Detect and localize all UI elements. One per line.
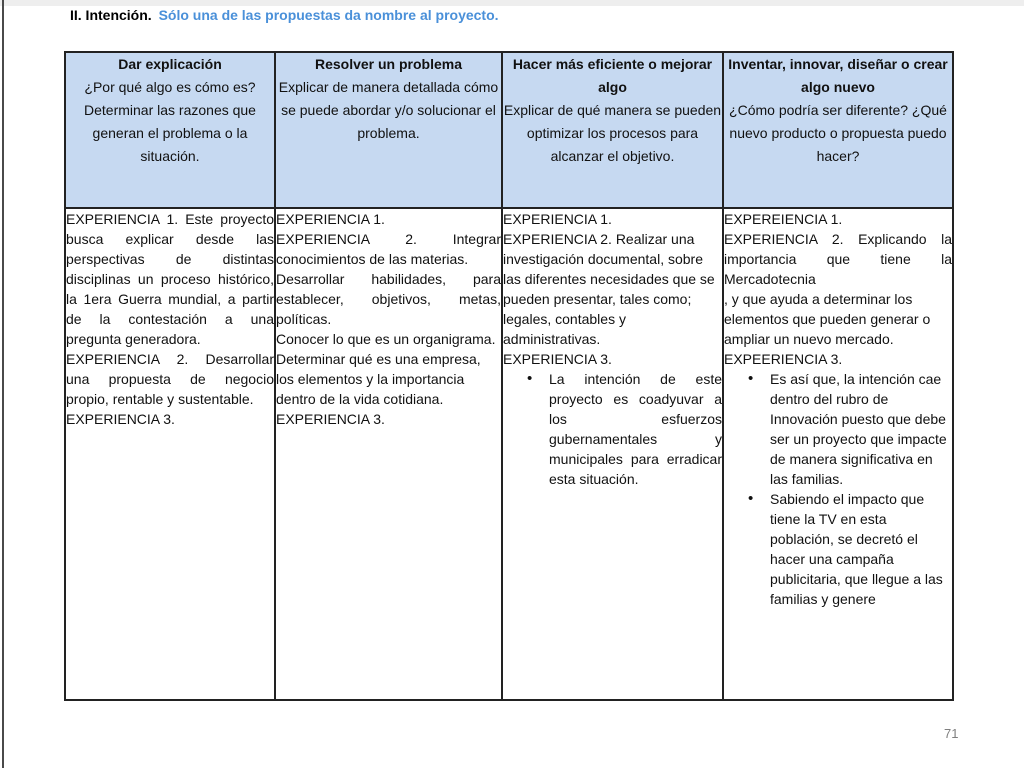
experience-text: EXPERIENCIA 3. bbox=[503, 351, 612, 367]
experience-text: , y que ayuda a determinar los elementos que pueden generar o ampliar un nuevo mercado. bbox=[724, 291, 931, 347]
bullet-list bbox=[503, 369, 722, 489]
experience-text: EXPERIENCIA 2. Realizar una investigación documental, sobre las diferentes necesidades que se pueden presentar, tales como; legales, contables y administrativas. bbox=[503, 231, 715, 347]
intention-table bbox=[64, 51, 954, 701]
experience-text: Conocer lo que es un organigrama. bbox=[276, 331, 496, 347]
bullet-item: • La intención de este proyecto es coadyuvar a los esfuerzos gubernamentales y municipales para erradicar esta situación. bbox=[549, 369, 722, 489]
column-title: Inventar, innovar, diseñar o crear algo nuevo bbox=[728, 56, 948, 95]
left-margin-rule bbox=[2, 0, 4, 768]
column-title: Dar explicación bbox=[118, 56, 222, 72]
body-cell-improve bbox=[502, 208, 723, 700]
experience-text: EXPERIENCIA 2. Integrar conocimientos de las materias. bbox=[276, 231, 501, 267]
bullet-item: • Es así que, la intención cae dentro del rubro de Innovación puesto que debe ser un proyecto que impacte de manera significativa en las familias. bbox=[770, 369, 952, 489]
experience-text: Determinar qué es una empresa, los elementos y la importancia dentro de la vida cotidiana. bbox=[276, 351, 481, 407]
section-heading-highlight: Sólo una de las propuestas da nombre al proyecto. bbox=[158, 7, 499, 23]
column-description: ¿Cómo podría ser diferente? ¿Qué nuevo producto o propuesta puedo hacer? bbox=[729, 102, 947, 164]
experience-text: EXPERIENCIA 1. Este proyecto busca explicar desde las perspectivas de distintas disciplinas un proceso histórico, la 1era Guerra mundial, a partir de la contestación a una pregunta generadora. bbox=[66, 211, 274, 347]
page-number: 71 bbox=[944, 726, 959, 741]
header-cell-improve bbox=[502, 52, 723, 208]
column-title: Hacer más eficiente o mejorar algo bbox=[512, 56, 713, 95]
header-cell-explain bbox=[65, 52, 275, 208]
column-description: Explicar de manera detallada cómo se puede abordar y/o solucionar el problema. bbox=[278, 79, 499, 141]
column-title: Resolver un problema bbox=[314, 56, 463, 72]
experience-text: EXPERIENCIA 3. bbox=[276, 411, 385, 427]
table-body-row bbox=[65, 208, 953, 700]
experience-text: EXPEREIENCIA 1. bbox=[724, 211, 843, 227]
bullet-list bbox=[724, 369, 952, 609]
header-cell-solve bbox=[275, 52, 502, 208]
experience-text: EXPERIENCIA 3. bbox=[66, 411, 175, 427]
top-strip bbox=[0, 0, 1024, 6]
experience-text: EXPERIENCIA 1. bbox=[276, 211, 385, 227]
experience-text: EXPERIENCIA 2. Explicando la importancia que tiene la Mercadotecnia bbox=[724, 231, 952, 287]
table-header-row bbox=[65, 52, 953, 208]
bullet-item: • Sabiendo el impacto que tiene la TV en esta población, se decretó el hacer una campaña publicitaria, que llegue a las familias y genere bbox=[770, 489, 952, 609]
header-cell-innovate bbox=[723, 52, 953, 208]
section-heading bbox=[70, 7, 499, 23]
experience-text: EXPEERIENCIA 3. bbox=[724, 351, 843, 367]
body-cell-explain bbox=[65, 208, 275, 700]
experience-text: Desarrollar habilidades, para establecer, objetivos, metas, políticas. bbox=[276, 271, 501, 327]
body-cell-innovate bbox=[723, 208, 953, 700]
column-description: ¿Por qué algo es cómo es? Determinar las razones que generan el problema o la situación. bbox=[84, 79, 256, 164]
section-heading-prefix: II. Intención. bbox=[70, 7, 152, 23]
experience-text: EXPERIENCIA 1. bbox=[503, 211, 612, 227]
body-cell-solve bbox=[275, 208, 502, 700]
column-description: Explicar de qué manera se pueden optimizar los procesos para alcanzar el objetivo. bbox=[503, 102, 722, 164]
experience-text: EXPERIENCIA 2. Desarrollar una propuesta de negocio propio, rentable y sustentable. bbox=[66, 351, 274, 407]
